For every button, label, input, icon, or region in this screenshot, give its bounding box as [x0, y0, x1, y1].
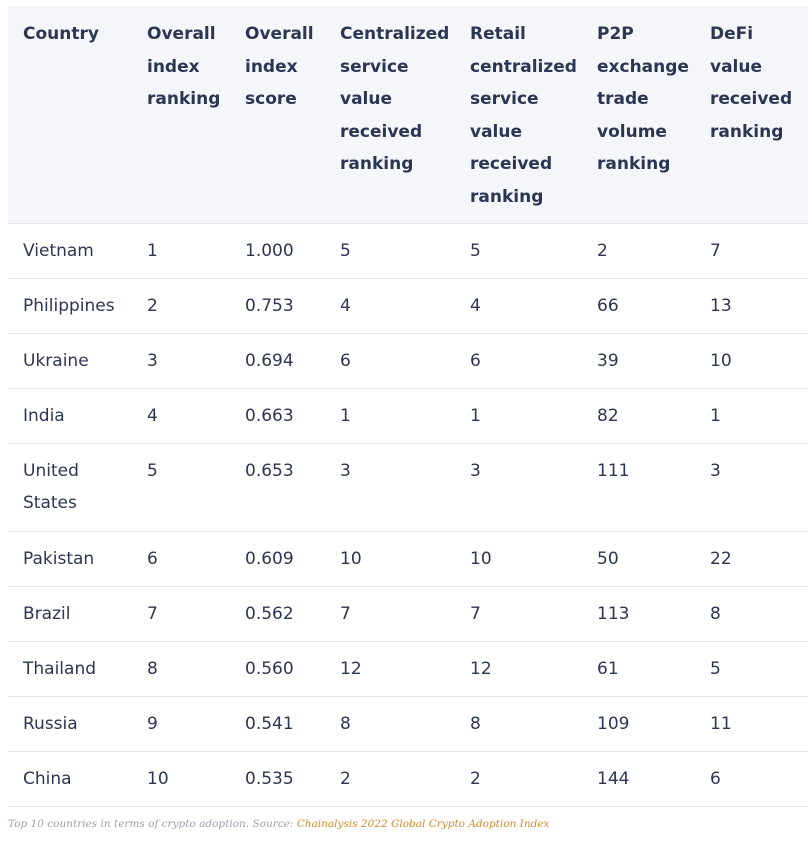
cell-ranking: 9 [132, 696, 230, 751]
cell-p2p: 39 [582, 333, 695, 388]
cell-retail: 10 [455, 531, 582, 586]
table-row [8, 586, 808, 641]
cell-score: 0.609 [230, 531, 325, 586]
cell-retail: 4 [455, 278, 582, 333]
cell-defi: 1 [695, 388, 808, 443]
cell-defi: 6 [695, 751, 808, 806]
table-row [8, 531, 808, 586]
cell-country: Russia [8, 696, 132, 751]
table-row [8, 388, 808, 443]
cell-centralized: 3 [325, 443, 455, 531]
cell-centralized: 10 [325, 531, 455, 586]
cell-defi: 13 [695, 278, 808, 333]
cell-centralized: 6 [325, 333, 455, 388]
cell-retail: 1 [455, 388, 582, 443]
table-row [8, 641, 808, 696]
table-row [8, 751, 808, 806]
cell-p2p: 113 [582, 586, 695, 641]
header-overall-index-ranking: Overall index ranking [147, 24, 221, 109]
cell-country: Vietnam [8, 223, 132, 278]
cell-centralized: 2 [325, 751, 455, 806]
table-row [8, 443, 808, 531]
cell-score: 0.753 [230, 278, 325, 333]
table-row [8, 223, 808, 278]
cell-score: 1.000 [230, 223, 325, 278]
header-overall-index-score: Overall index score [245, 24, 314, 109]
cell-ranking: 6 [132, 531, 230, 586]
cell-score: 0.653 [230, 443, 325, 531]
cell-retail: 2 [455, 751, 582, 806]
cell-p2p: 50 [582, 531, 695, 586]
cell-defi: 11 [695, 696, 808, 751]
cell-centralized: 5 [325, 223, 455, 278]
cell-ranking: 4 [132, 388, 230, 443]
table-row [8, 278, 808, 333]
cell-defi: 3 [695, 443, 808, 531]
header-country: Country [23, 24, 99, 44]
cell-country: Pakistan [8, 531, 132, 586]
cell-ranking: 2 [132, 278, 230, 333]
cell-retail: 5 [455, 223, 582, 278]
cell-country: China [8, 751, 132, 806]
header-retail-centralized-ranking: Retail centralized service value received ranking [470, 24, 577, 207]
cell-country: India [8, 388, 132, 443]
cell-centralized: 12 [325, 641, 455, 696]
cell-country: Thailand [8, 641, 132, 696]
table-row [8, 696, 808, 751]
cell-retail: 6 [455, 333, 582, 388]
cell-ranking: 7 [132, 586, 230, 641]
cell-score: 0.535 [230, 751, 325, 806]
cell-p2p: 109 [582, 696, 695, 751]
cell-ranking: 8 [132, 641, 230, 696]
cell-country: Brazil [8, 586, 132, 641]
cell-score: 0.541 [230, 696, 325, 751]
header-centralized-service-ranking: Centralized service value received ranking [340, 24, 450, 174]
cell-centralized: 7 [325, 586, 455, 641]
cell-ranking: 5 [132, 443, 230, 531]
cell-score: 0.562 [230, 586, 325, 641]
cell-retail: 7 [455, 586, 582, 641]
adoption-table [8, 6, 808, 807]
header-p2p-volume-ranking: P2P exchange trade volume ranking [597, 24, 689, 174]
table-header-row [8, 6, 808, 223]
cell-country: Philippines [8, 278, 132, 333]
cell-p2p: 111 [582, 443, 695, 531]
cell-ranking: 10 [132, 751, 230, 806]
cell-defi: 5 [695, 641, 808, 696]
cell-p2p: 61 [582, 641, 695, 696]
cell-score: 0.694 [230, 333, 325, 388]
cell-defi: 7 [695, 223, 808, 278]
cell-retail: 8 [455, 696, 582, 751]
cell-retail: 3 [455, 443, 582, 531]
cell-centralized: 8 [325, 696, 455, 751]
cell-p2p: 2 [582, 223, 695, 278]
table-row [8, 333, 808, 388]
cell-ranking: 1 [132, 223, 230, 278]
cell-score: 0.663 [230, 388, 325, 443]
cell-defi: 10 [695, 333, 808, 388]
cell-score: 0.560 [230, 641, 325, 696]
cell-p2p: 82 [582, 388, 695, 443]
cell-country: United States [8, 443, 132, 531]
header-defi-ranking: DeFi value received ranking [710, 24, 793, 142]
cell-p2p: 66 [582, 278, 695, 333]
cell-ranking: 3 [132, 333, 230, 388]
table-caption [8, 818, 549, 830]
cell-centralized: 1 [325, 388, 455, 443]
cell-retail: 12 [455, 641, 582, 696]
caption-text: Top 10 countries in terms of crypto adoption. Source: [8, 818, 297, 830]
cell-defi: 22 [695, 531, 808, 586]
cell-centralized: 4 [325, 278, 455, 333]
adoption-table-container [8, 6, 793, 806]
source-link[interactable]: Chainalysis 2022 Global Crypto Adoption Index [296, 818, 550, 830]
cell-defi: 8 [695, 586, 808, 641]
cell-p2p: 144 [582, 751, 695, 806]
cell-country: Ukraine [8, 333, 132, 388]
